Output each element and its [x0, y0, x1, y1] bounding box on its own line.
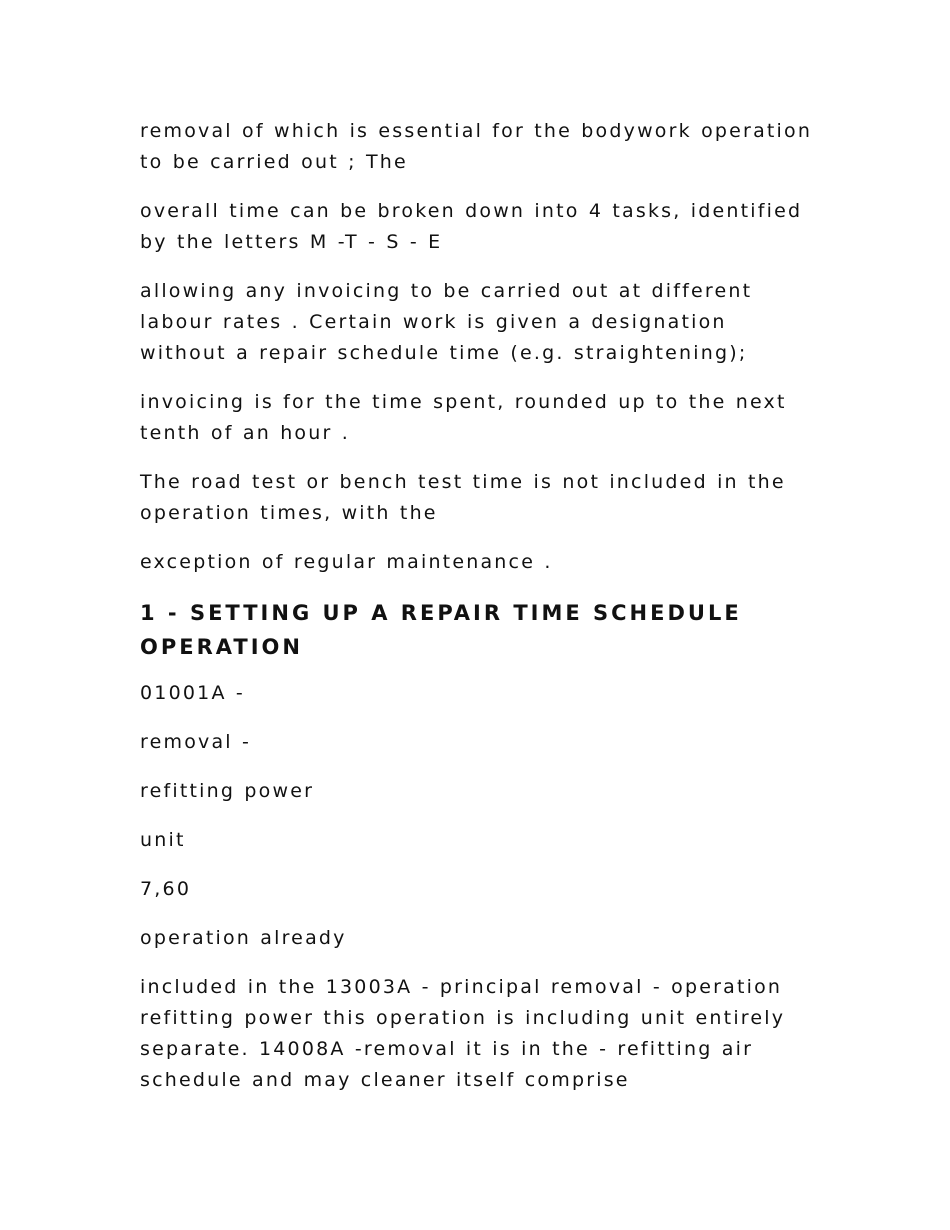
- section-heading: 1 - SETTING UP A REPAIR TIME SCHEDULE OPERATION: [140, 601, 742, 659]
- paragraph-overall-time: overall time can be broken down into 4 tasks, identified by the letters M -T - S - E: [140, 200, 803, 253]
- operation-removal: removal -: [140, 731, 252, 753]
- paragraph-road-test: The road test or bench test time is not included in the operation times, with the: [140, 471, 786, 524]
- paragraph-invoicing-rates: allowing any invoicing to be carried out at different labour rates . Certain work is given a designation without a repair schedule time (e.g. straightening);: [140, 280, 753, 364]
- paragraph-removal-bodywork: removal of which is essential for the bodywork operation to be carried out ; The: [140, 120, 813, 173]
- operation-refitting: refitting power: [140, 780, 315, 802]
- operation-code: 01001A -: [140, 682, 245, 704]
- paragraph-maintenance: exception of regular maintenance .: [140, 551, 553, 573]
- operation-unit: unit: [140, 829, 186, 851]
- document-page: [140, 116, 820, 1114]
- operation-already: operation already: [140, 927, 347, 949]
- operation-time-value: 7,60: [140, 878, 192, 900]
- paragraph-invoicing-time: invoicing is for the time spent, rounded up to the next tenth of an hour .: [140, 391, 787, 444]
- paragraph-included-operation: included in the 13003A - principal removal - operation refitting power this operation is including unit entirely separate. 14008A -removal it is in the - refitting air schedule and may cleaner itself comprise: [140, 976, 786, 1091]
